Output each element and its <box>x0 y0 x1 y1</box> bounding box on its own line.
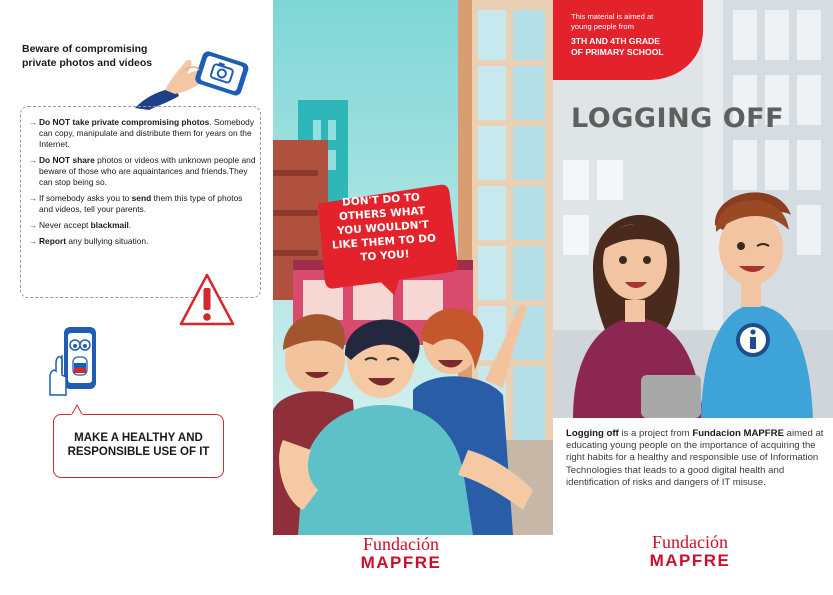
speech-line4: LIKE THEM TO DO <box>331 232 437 252</box>
desc-strong-1: Logging off <box>566 428 619 439</box>
speech-line1: DON'T DO TO <box>341 191 421 209</box>
speech-line5: TO YOU! <box>359 248 410 264</box>
tip-item: → Do NOT share photos or videos with unknown people and beware of those who are aquaintances and friends.They can stop being so. <box>29 155 256 187</box>
speech-bubble-text <box>321 189 446 267</box>
badge-line2: young people from <box>571 22 634 31</box>
phone-character-icon <box>44 325 100 397</box>
fundacion-mapfre-logo <box>341 535 461 572</box>
tips-box <box>20 106 261 298</box>
hand-phone-camera-icon <box>135 48 255 110</box>
arrow-right-icon: → <box>29 155 38 165</box>
desc-rest: aimed at educating young people on the importance of acquiring the right habits for a healthy and responsible use of Information Technologies that leads to a good digital health and identification of risks and dangers of IT misuse. <box>566 428 824 488</box>
badge-grade-line2: OF PRIMARY SCHOOL <box>571 47 664 57</box>
tip-item: → Do NOT take private compromising photos. Somebody can copy, manipulate and distribute them for years on the Internet. <box>29 117 255 149</box>
left-panel <box>0 0 273 595</box>
warning-triangle-icon <box>178 272 236 328</box>
logo-mapfre-text: MAPFRE <box>649 551 731 570</box>
badge-grade-text <box>571 36 701 58</box>
desc-strong-2: Fundacion MAPFRE <box>692 428 784 439</box>
healthy-use-bubble <box>53 414 224 478</box>
selfie-kids-illustration <box>273 0 553 535</box>
logo-fundacion-text: Fundación <box>652 532 728 552</box>
middle-panel-footer <box>273 535 553 595</box>
arrow-right-icon: → <box>29 220 38 230</box>
tip-item: → Never accept blackmail. <box>29 220 132 230</box>
warning-title-line1: Beware of compromising <box>22 43 148 55</box>
speech-line3: YOU WOULDN'T <box>336 218 430 238</box>
middle-panel-illustration <box>273 0 553 535</box>
badge-line1: This material is aimed at <box>571 12 654 21</box>
badge-audience-text <box>571 12 691 32</box>
arrow-right-icon: → <box>29 193 38 203</box>
healthy-line1: MAKE A HEALTHY AND <box>74 432 203 444</box>
project-description <box>566 428 824 489</box>
healthy-line2: RESPONSIBLE USE OF IT <box>67 446 210 458</box>
arrow-right-icon: → <box>29 236 38 246</box>
desc-mid: is a project from <box>618 428 693 439</box>
right-panel-cover <box>553 0 833 595</box>
bubble-gap <box>70 414 84 416</box>
tip-item: → Report any bullying situation. <box>29 236 149 246</box>
speech-line2: OTHERS WHAT <box>338 205 426 224</box>
healthy-use-text <box>54 431 223 459</box>
tip-item: → If somebody asks you to send them this type of photos and videos, tell your parents. <box>29 193 243 214</box>
logo-fundacion-text: Fundación <box>363 534 439 554</box>
badge-grade-line1: 3TH AND 4TH GRADE <box>571 36 660 46</box>
cover-title: LOGGING OFF <box>571 103 785 134</box>
logo-mapfre-text: MAPFRE <box>360 553 442 572</box>
arrow-right-icon: → <box>29 117 38 127</box>
fundacion-mapfre-logo <box>630 533 750 570</box>
warning-title-line2: private photos and videos <box>22 57 153 69</box>
tips-list <box>29 117 257 252</box>
